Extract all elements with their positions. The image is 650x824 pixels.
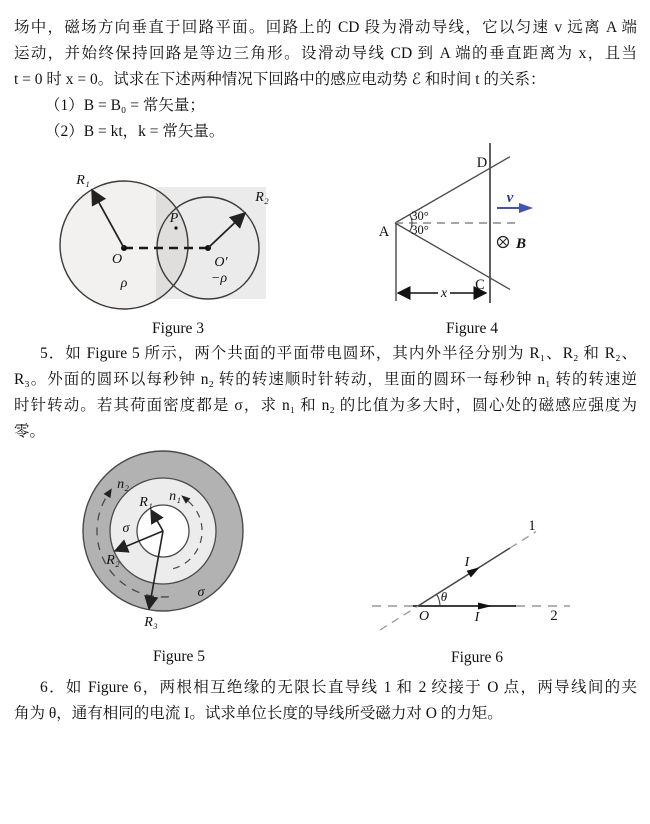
label-sigma-inner: σ — [122, 521, 130, 536]
figure3-caption: Figure 3 — [151, 320, 205, 337]
label-velocity: v — [506, 190, 514, 206]
figure5-caption: Figure 5 — [152, 648, 206, 665]
label-theta: θ — [440, 589, 448, 604]
label-o: O — [418, 609, 430, 624]
label-c: C — [475, 277, 485, 293]
intro-paragraph — [14, 15, 637, 145]
figure4-caption: Figure 4 — [445, 320, 499, 337]
label-wire2: 2 — [550, 608, 558, 624]
text-line-item-2: （2）B = kt，k = 常矢量。 — [45, 123, 225, 140]
label-o-prime: O′ — [214, 255, 228, 270]
label-b-field: B — [515, 236, 527, 252]
label-rho: ρ — [120, 276, 128, 291]
label-sigma-outer: σ — [197, 585, 205, 600]
label-p: P — [169, 211, 179, 226]
label-x-distance: x — [440, 286, 448, 301]
text-line: t = 0 时 x = 0。试求在下述两种情况下回路中的感应电动势 ℰ 和时间 t 的关系： — [14, 71, 546, 88]
text-line: 运动，并始终保持回路是等边三角形。设滑动导线 CD 到 A 端的垂直距离为 x，且当 — [14, 45, 637, 62]
text-line: 6．如 Figure 6，两根相互绝缘的无限长直导线 1 和 2 绞接于 O 点，两导线间的夹 — [40, 679, 637, 696]
figure5-diagram — [55, 440, 295, 655]
wire2-current-arrow — [478, 603, 492, 610]
point-p-dot — [174, 226, 177, 229]
label-r1: R₁ — [139, 495, 153, 510]
text-line: 零。 — [14, 423, 46, 440]
figure6-caption: Figure 6 — [450, 649, 504, 666]
label-angle-top: 30° — [411, 209, 429, 223]
problem6-paragraph — [14, 675, 637, 727]
label-d: D — [476, 155, 488, 171]
theta-angle-arc — [437, 594, 440, 606]
wire1-dashed-upper — [510, 532, 536, 548]
figure3-diagram — [40, 145, 340, 320]
label-r1: R₁ — [76, 173, 90, 188]
figure6-diagram — [370, 490, 630, 665]
figure4-diagram — [370, 140, 620, 325]
label-angle-bottom: 30° — [411, 223, 429, 237]
text-line: R₃。外面的圆环以每秒钟 n₂ 转的转速顺时针转动，里面的圆环一每秒钟 n₁ 转的转速逆 — [14, 371, 637, 388]
label-a: A — [378, 224, 390, 240]
label-o: O — [111, 252, 123, 267]
text-line: 时针转动。若其荷面密度都是 σ，求 n₁ 和 n₂ 的比值为多大时，圆心处的磁感应强度为 — [14, 397, 637, 414]
label-current-wire2: I — [474, 610, 480, 625]
text-line: 场中，磁场方向垂直于回路平面。回路上的 CD 段为滑动导线，它以匀速 v 远离 A 端 — [14, 19, 637, 36]
label-r2: R₂ — [255, 190, 269, 205]
label-neg-rho: −ρ — [210, 271, 228, 286]
label-n1: n₁ — [169, 489, 181, 504]
wire1-dashed-lower — [380, 606, 418, 630]
label-n2: n₂ — [117, 477, 129, 492]
text-line-item-1: （1）B = B₀ = 常矢量； — [45, 97, 205, 114]
label-r2: R₂ — [106, 553, 120, 568]
velocity-arrow-head — [519, 203, 533, 213]
b-into-page-cross — [500, 239, 507, 246]
label-r3: R₃ — [144, 615, 158, 630]
label-wire1: 1 — [528, 518, 536, 534]
text-line: 5．如 Figure 5 所示，两个共面的平面带电圆环，其内外半径分别为 R₁、R₂ 和 R₂、 — [40, 345, 637, 362]
label-current-wire1: I — [464, 555, 470, 570]
text-line: 角为 θ，通有相同的电流 I。试求单位长度的导线所受磁力对 O 的力矩。 — [14, 705, 503, 722]
problem5-paragraph — [14, 341, 637, 445]
